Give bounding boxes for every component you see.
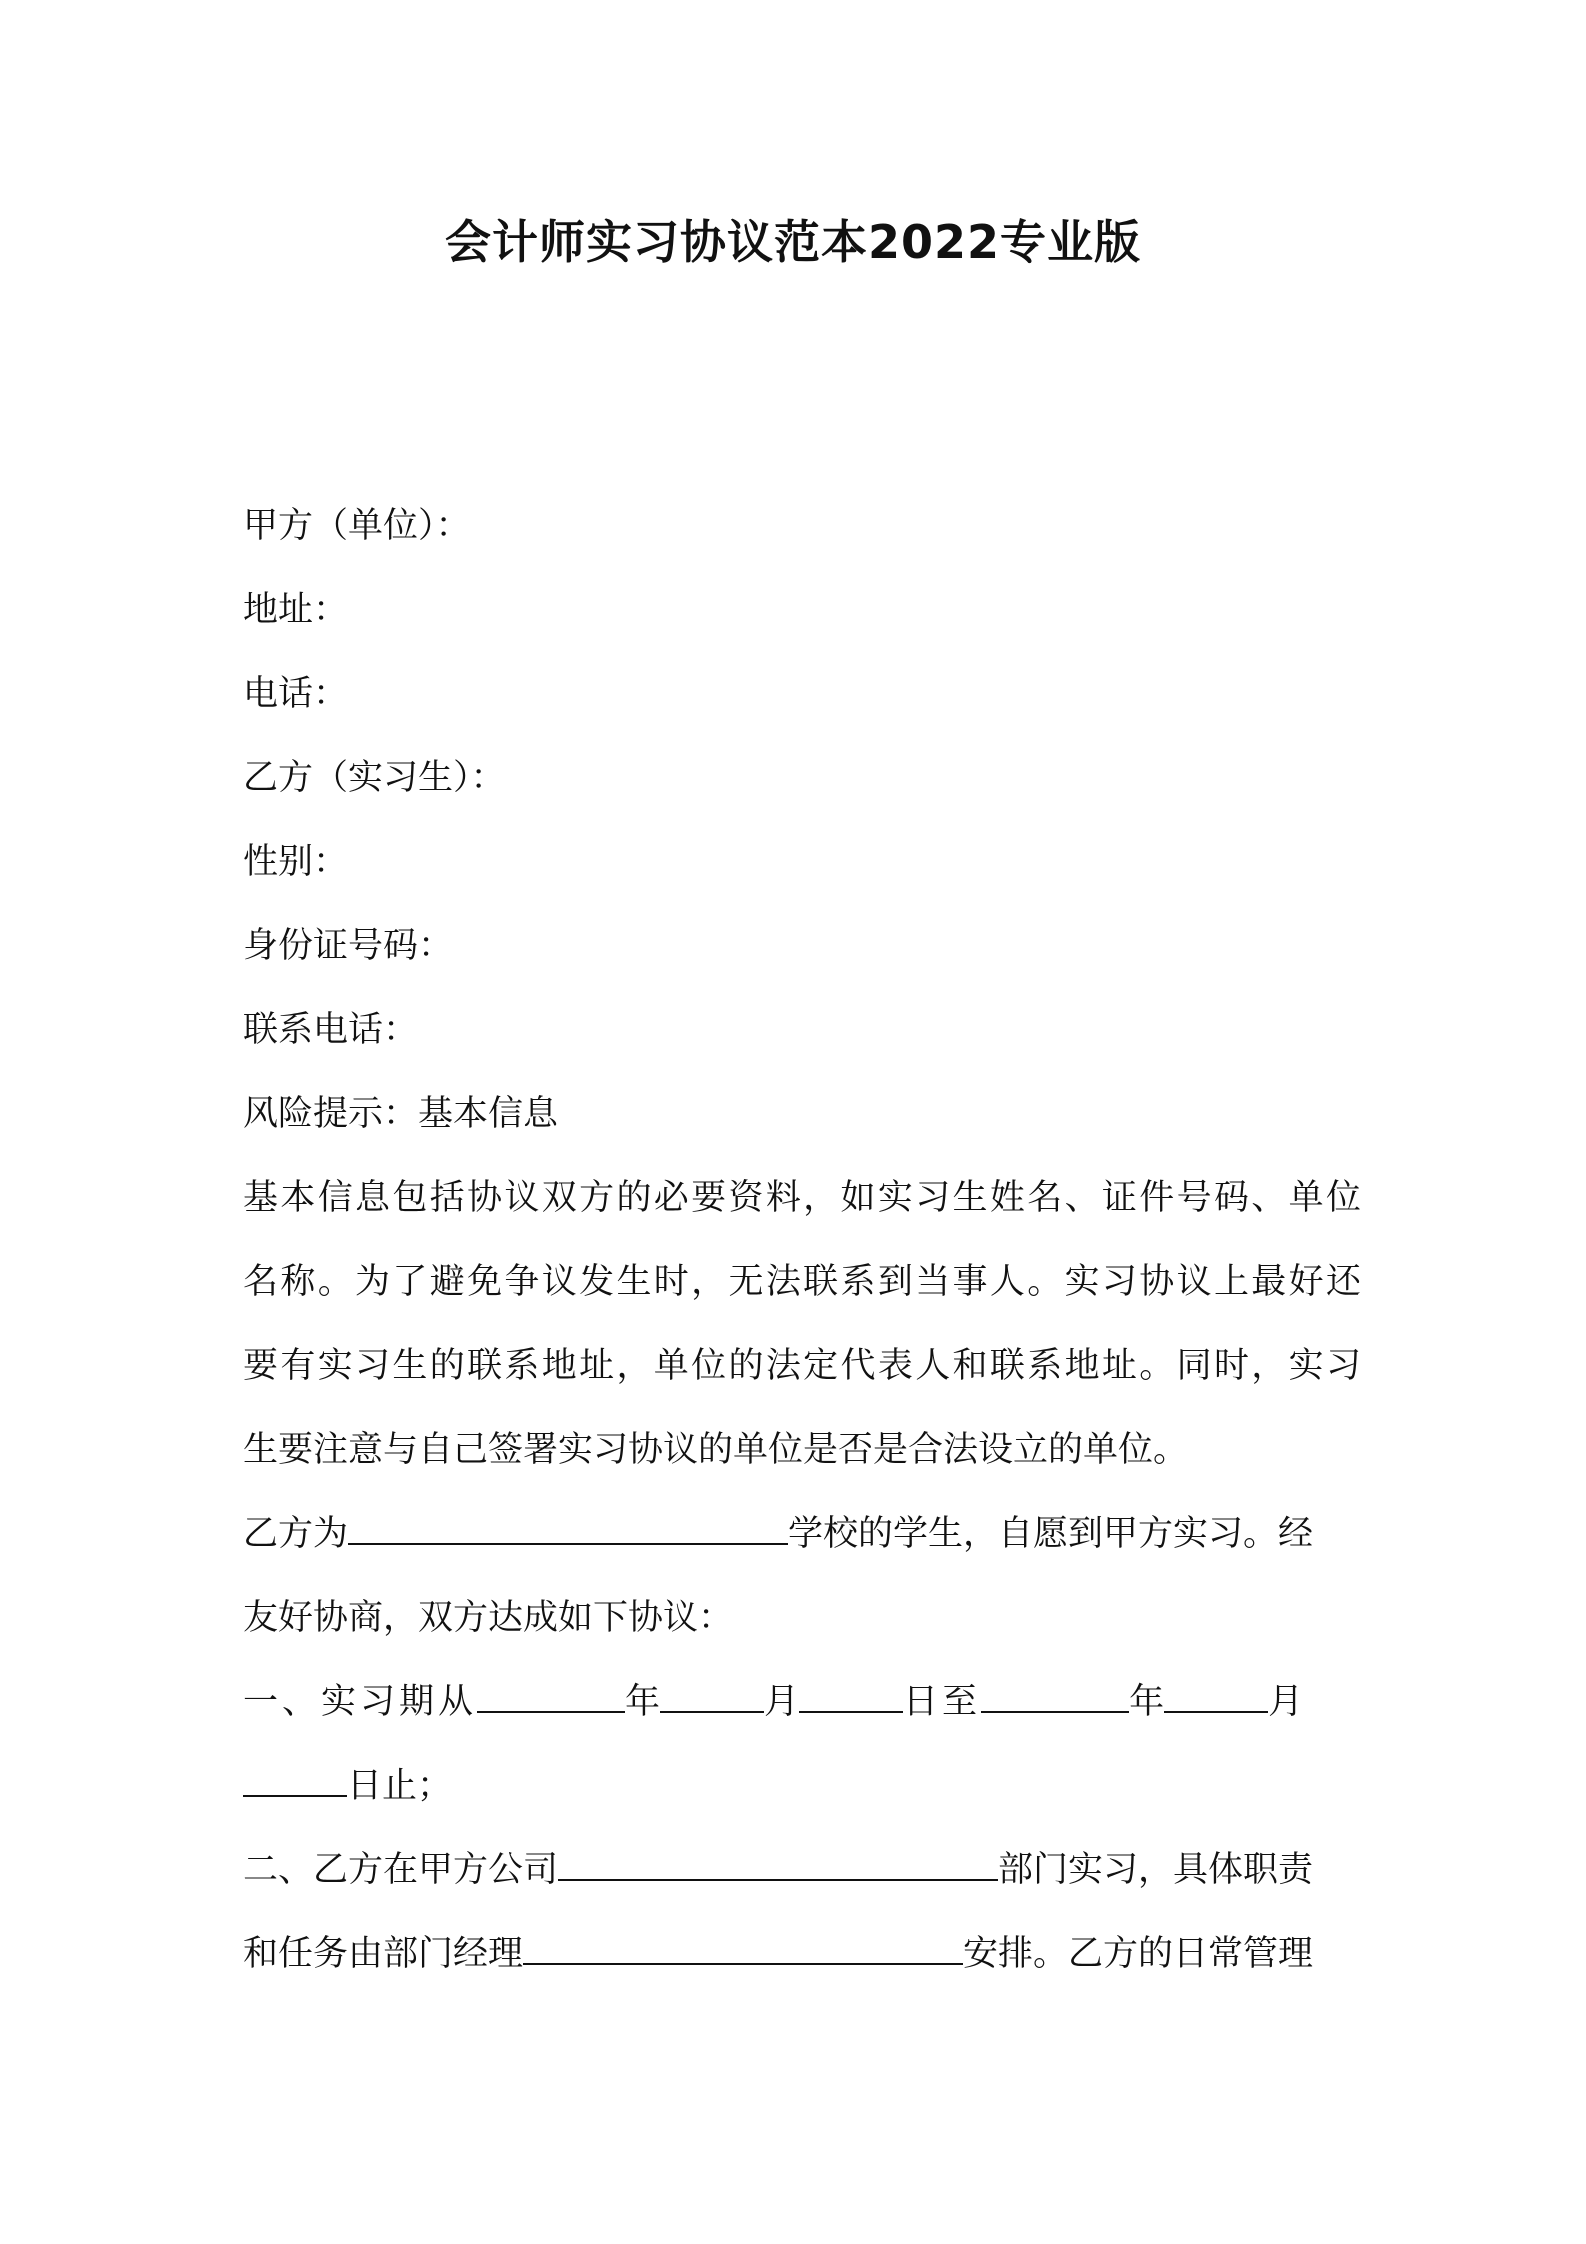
manager-blank xyxy=(523,1933,963,1965)
clause-1-line-2 xyxy=(243,1744,1361,1828)
clause-1-year-1: 年 xyxy=(625,1682,661,1722)
clause-1-prefix: 一、实习期从 xyxy=(243,1682,478,1722)
clause-1-year-2: 年 xyxy=(1129,1682,1165,1722)
start-day-blank xyxy=(799,1681,903,1713)
risk-notice-line: 要有实习生的联系地址，单位的法定代表人和联系地址。同时，实习 xyxy=(243,1346,1361,1386)
risk-notice-line: 基本信息包括协议双方的必要资料，如实习生姓名、证件号码、单位 xyxy=(243,1178,1361,1218)
end-year-blank xyxy=(981,1681,1129,1713)
clause-1-end: 日止； xyxy=(347,1766,453,1806)
end-month-blank xyxy=(1164,1681,1268,1713)
risk-notice-line: 生要注意与自己签署实习协议的单位是否是合法设立的单位。 xyxy=(243,1430,1189,1470)
clause-2-suffix: 部门实习，具体职责 xyxy=(998,1850,1314,1890)
clause-1-day-to: 日至 xyxy=(903,1682,982,1722)
intro-suffix: 学校的学生，自愿到甲方实习。经 xyxy=(788,1514,1314,1554)
end-day-blank xyxy=(243,1765,347,1797)
start-month-blank xyxy=(660,1681,764,1713)
document-body xyxy=(243,484,1361,1996)
risk-notice-heading: 风险提示：基本信息 xyxy=(243,1094,559,1134)
clause-2-line-2 xyxy=(243,1912,1361,1996)
start-year-blank xyxy=(477,1681,625,1713)
clause-1-line xyxy=(243,1660,1361,1744)
field-address: 地址： xyxy=(243,590,349,630)
clause-1-month-2: 月 xyxy=(1268,1682,1304,1722)
intro-prefix: 乙方为 xyxy=(243,1514,349,1554)
field-party-b: 乙方（实习生）： xyxy=(243,758,506,798)
field-gender: 性别： xyxy=(243,842,349,882)
intro-line-2: 友好协商，双方达成如下协议： xyxy=(243,1598,734,1638)
clause-2-line-2-prefix: 和任务由部门经理 xyxy=(243,1934,524,1974)
document-title: 会计师实习协议范本2022专业版 xyxy=(444,215,1142,269)
clause-2-prefix: 二、乙方在甲方公司 xyxy=(243,1850,559,1890)
risk-notice-line: 名称。为了避免争议发生时，无法联系到当事人。实习协议上最好还 xyxy=(243,1262,1361,1302)
field-phone: 电话： xyxy=(243,674,349,714)
intro-line xyxy=(243,1492,1361,1576)
clause-2-line-2-suffix: 安排。乙方的日常管理 xyxy=(963,1934,1314,1974)
field-contact-phone: 联系电话： xyxy=(243,1010,419,1050)
field-party-a: 甲方（单位）： xyxy=(243,506,471,546)
department-blank xyxy=(558,1849,998,1881)
field-id-number: 身份证号码： xyxy=(243,926,454,966)
clause-1-month-1: 月 xyxy=(764,1682,800,1722)
school-blank xyxy=(348,1513,788,1545)
clause-2-line xyxy=(243,1828,1361,1912)
